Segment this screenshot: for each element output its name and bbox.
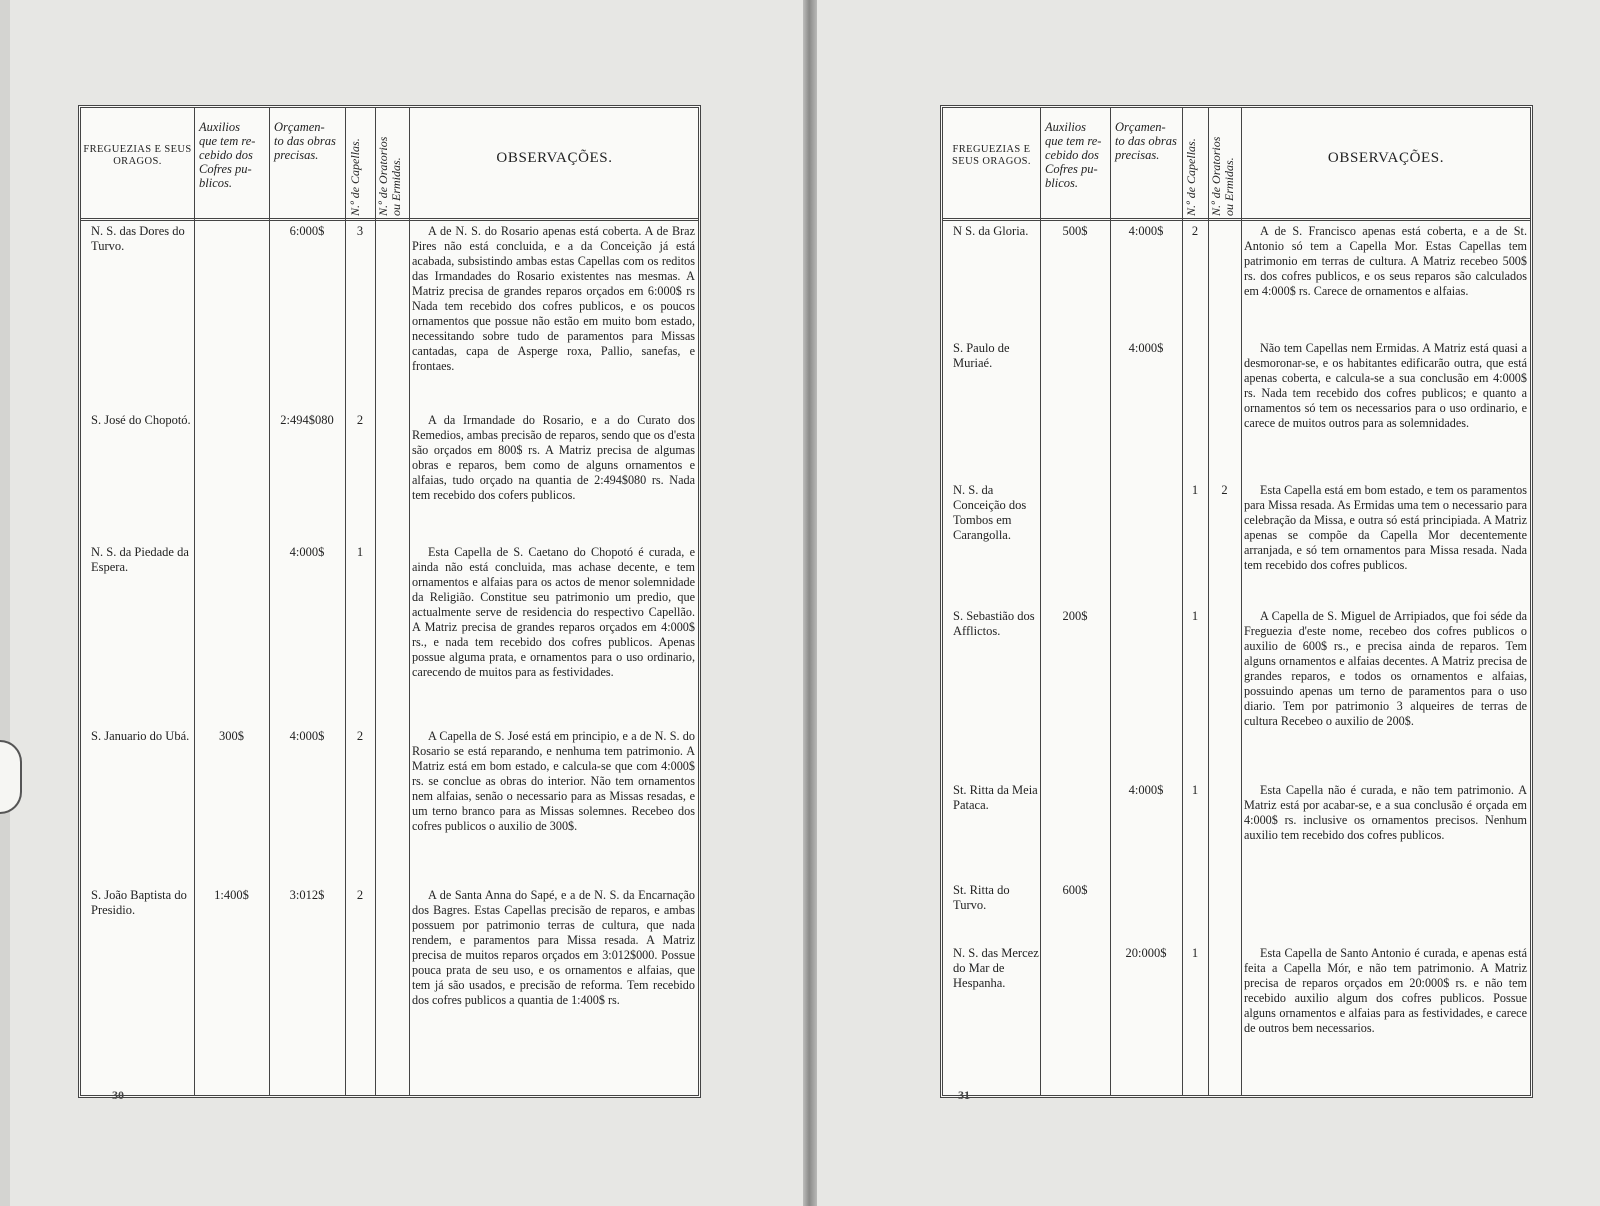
capellas-value: 2 xyxy=(356,729,364,743)
capellas-value: 1 xyxy=(1191,483,1199,497)
column-rule xyxy=(1040,108,1041,1095)
book-gutter xyxy=(803,0,817,1206)
freguezia-name: N. S. das Mercez do Mar de Hespanha. xyxy=(953,946,1039,990)
observacoes-text: A da Irmandade do Rosario, e a do Curato dos Remedios, ambas precisão de reparos, sendo que os d'esta são orçados em 800$ rs. A Matriz precisa de algumas obras e reparos, bem como de alguns ornamentos e alfaias, tudo orçado na quantia de 2:494$080 rs. Nada tem recebido dos cofers publicos. xyxy=(412,413,695,502)
header-auxilios: Auxilios que tem re- cebido dos Cofres pu- blicos. xyxy=(1045,120,1102,190)
observacoes-text: A de Santa Anna do Sapé, e a de N. S. da Encarnação dos Bagres. Estas Capellas precisão de reparos, e ambas possuem por patrimonio terras de cultura, que nada rendem, e paramentos para Missa resada. A Matriz precisa de muitos reparos orçados em 3:012$000. Possue pouca prata de seu uso, e os ornamentos e alfaias, que tem já são usados, e precisão de reforma. Tem recebido dos cofres publicos a quantia de 1:400$ rs. xyxy=(412,888,695,1007)
orcamento-value: 6:000$ xyxy=(289,224,325,238)
auxilios-value: 200$ xyxy=(1062,609,1088,623)
freguezia-name: N. S. da Conceição dos Tombos em Carangolla. xyxy=(953,483,1027,542)
page-number: 30 xyxy=(112,1088,124,1102)
observacoes-text: Esta Capella de Santo Antonio é curada, e apenas está feita a Capella Mór, e não tem patrimonio. A Matriz precisa de reparos orçados em 20:000$ rs. e não tem recebido auxilio algum dos cofres publicos. Possue alguns ornamentos e alfaias para as festividades, e carece de outros bem necessarios. xyxy=(1244,946,1527,1035)
freguezia-name: S. José do Chopotó. xyxy=(91,413,191,427)
orcamento-value: 4:000$ xyxy=(1128,224,1164,238)
orcamento-value: 4:000$ xyxy=(1128,341,1164,355)
header-freguezias: FREGUEZIAS E SEUS ORAGOS. xyxy=(952,144,1031,167)
capellas-value: 2 xyxy=(1191,224,1199,238)
orcamento-value: 4:000$ xyxy=(289,545,325,559)
scan-left-edge xyxy=(0,0,10,1206)
orcamento-value: 4:000$ xyxy=(289,729,325,743)
freguezia-name: N S. da Gloria. xyxy=(953,224,1029,238)
column-rule xyxy=(375,108,376,1095)
capellas-value: 1 xyxy=(1191,783,1199,797)
column-rule xyxy=(269,108,270,1095)
header-oratorios: N.º de Oratorios ou Ermidas. xyxy=(1209,136,1237,216)
freguezia-name: St. Ritta da Meia Pataca. xyxy=(953,783,1038,812)
header-observacoes: OBSERVAÇÕES. xyxy=(1327,150,1445,166)
binding-tab xyxy=(0,740,22,814)
header-freguezias: FREGUEZIAS E SEUS ORAGOS. xyxy=(83,144,192,167)
orcamento-value: 3:012$ xyxy=(289,888,325,902)
capellas-value: 2 xyxy=(356,413,364,427)
freguezia-name: St. Ritta do Turvo. xyxy=(953,883,1010,912)
observacoes-text: A Capella de S. Miguel de Arripiados, que foi séde da Freguezia d'este nome, recebeo dos cofres publicos o auxilio de 600$ rs., e precisa ainda de reparos. Tem alguns ornamentos e alfaias decentes. A Matriz precisa de grandes reparos, e todos os ornamentos e alfaias, possuindo apenas um terno de paramentos para o uso diario. Tem por patrimonio 3 alqueires de terras de cultura Recebeo o auxilio de 200$. xyxy=(1244,609,1527,728)
orcamento-value: 20:000$ xyxy=(1125,946,1167,960)
column-rule xyxy=(345,108,346,1095)
capellas-value: 1 xyxy=(1191,946,1199,960)
freguezia-name: S. João Baptista do Presidio. xyxy=(91,888,187,917)
column-rule xyxy=(1208,108,1209,1095)
capellas-value: 1 xyxy=(356,545,364,559)
observacoes-text: Esta Capella está em bom estado, e tem os paramentos para Missa resada. As Ermidas uma tem o necessario para celebração da Missa, e outra só está principiada. A Matriz apenas se compõe da Capella Mor decentemente arranjada, e só tem ornamentos para Missa resada. Nada tem recebido dos cofres publicos. xyxy=(1244,483,1527,572)
orcamento-value: 4:000$ xyxy=(1128,783,1164,797)
observacoes-text: Não tem Capellas nem Ermidas. A Matriz está quasi a desmoronar-se, e os habitantes edificarão outra, que está apenas coberta, e calcula-se a sua conclusão em 4:000$ rs. Nada tem recebido dos cofres publicos; e quanto a ornamentos só tem os necessarios para o uso ordinario, e carece de muitos outros para as solemnidades. xyxy=(1244,341,1527,430)
auxilios-value: 600$ xyxy=(1062,883,1088,897)
auxilios-value: 500$ xyxy=(1062,224,1088,238)
oratorios-value: 2 xyxy=(1221,483,1228,497)
header-capellas: N.º de Capellas. xyxy=(1184,138,1198,216)
table-header xyxy=(943,108,1530,221)
header-auxilios: Auxilios que tem re- cebido dos Cofres pu- blicos. xyxy=(199,120,256,190)
freguezia-name: N. S. da Piedade da Espera. xyxy=(91,545,189,574)
page-number: 31 xyxy=(958,1088,970,1102)
header-oratorios: N.º de Oratorios ou Ermidas. xyxy=(376,136,404,216)
page-31 xyxy=(940,105,1533,1098)
column-rule xyxy=(194,108,195,1095)
capellas-value: 3 xyxy=(356,224,364,238)
orcamento-value: 2:494$080 xyxy=(280,413,334,427)
header-orcamento: Orçamen- to das obras precisas. xyxy=(274,120,336,162)
header-observacoes: OBSERVAÇÕES. xyxy=(496,150,613,166)
capellas-value: 2 xyxy=(356,888,364,902)
observacoes-text: Esta Capella de S. Caetano do Chopotó é curada, e ainda não está concluida, mas achase decente, e tem ornamentos e alfaias para os actos de menor solemnidade da Religião. Constitue seu patrimonio um predio, que actualmente serve de residencia do respectivo Capellão. A Matriz precisa de grandes reparos orçados em 4:000$ rs., e nada tem recebido dos cofres publicos. Apenas possue alguma prata, e ornamentos para o uso ordinario, carecendo de muitos para as festividades. xyxy=(412,545,695,679)
auxilios-value: 300$ xyxy=(219,729,244,743)
observacoes-text: A Capella de S. José está em principio, e a de N. S. do Rosario se está reparando, e nenhuma tem patrimonio. A Matriz está em bom estado, e calcula-se que com 4:000$ rs. se conclue as obras do interior. Não tem ornamentos nem alfaias, senão o necessario para as Missas resadas, e um terno branco para as Missas solemnes. Recebeo dos cofres publicos o auxilio de 300$. xyxy=(412,729,695,833)
capellas-value: 1 xyxy=(1191,609,1199,623)
observacoes-text: A de S. Francisco apenas está coberta, e a de St. Antonio só tem a Capella Mor. Estas Capellas tem patrimonio em terras de cultura. A Matriz recebeo 500$ rs. dos cofres publicos, e os seus reparos são calculados em 4:000$ rs. Carece de ornamentos e alfaias. xyxy=(1244,224,1527,298)
observacoes-text: A de N. S. do Rosario apenas está coberta. A de Braz Pires não está concluida, e a da Conceição já está acabada, subsistindo ambas estas Capellas com os reditos das Irmandades do Rosario existentes nas mesmas. A Matriz precisa de grandes reparos orçados em 6:000$ rs Nada tem recebido dos cofres publicos, e os poucos ornamentos que possue não estão em muito bom estado, necessitando sobre tudo de paramentos para Missas cantadas, capa de Asperge roxa, Pallio, sanefas, e frontaes. xyxy=(412,224,695,373)
freguezia-name: S. Sebastião dos Afflictos. xyxy=(953,609,1035,638)
observacoes-text: Esta Capella não é curada, e não tem patrimonio. A Matriz está por acabar-se, e a sua conclusão é orçada em 4:000$ rs. inclusive os ornamentos precisos. Nenhum auxilio tem recebido dos cofres publicos. xyxy=(1244,783,1527,842)
freguezia-name: S. Januario do Ubá. xyxy=(91,729,190,743)
freguezia-name: S. Paulo de Muriaé. xyxy=(953,341,1010,370)
table-header xyxy=(81,108,698,221)
auxilios-value: 1:400$ xyxy=(214,888,249,902)
header-orcamento: Orçamen- to das obras precisas. xyxy=(1115,120,1177,162)
freguezia-name: N. S. das Dores do Turvo. xyxy=(91,224,185,253)
page-30 xyxy=(78,105,701,1098)
header-capellas: N.º de Capellas. xyxy=(348,138,362,216)
